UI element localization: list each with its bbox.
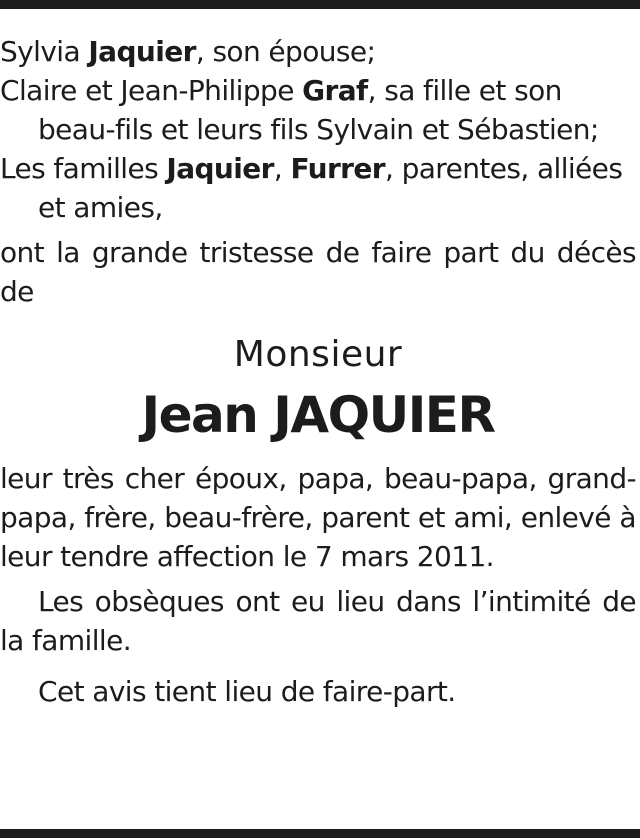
family-entry-text: Sylvia <box>0 35 89 68</box>
deceased-name: Jean JAQUIER <box>141 386 495 444</box>
intro-text: ont la grande tristesse de faire part du décès de <box>0 236 636 308</box>
family-entry-text: , sa fille et son beau-fils et leurs fils Sylvain et Sébastien; <box>38 74 599 146</box>
family-surname: Graf <box>302 74 368 107</box>
family-entry-families <box>0 149 636 227</box>
honorific: Monsieur <box>233 334 403 375</box>
family-entry-text: Les familles <box>0 152 167 185</box>
bottom-border <box>0 829 640 838</box>
death-notice <box>0 32 636 711</box>
family-entry-spouse <box>0 32 636 71</box>
family-surname: Furrer <box>290 152 385 185</box>
family-entry-text: , parentes, alliées et amies, <box>38 152 623 224</box>
closing-note: Cet avis tient lieu de faire-part. <box>38 675 456 708</box>
family-surname: Jaquier <box>166 152 274 185</box>
family-entry-text: Claire et Jean-Philippe <box>0 74 303 107</box>
family-entry-daughter <box>0 71 636 149</box>
family-entry-text: , son épouse; <box>195 35 376 68</box>
funeral-note: Les obsèques ont eu lieu dans l’intimité de la famille. <box>0 585 636 657</box>
family-surname: Jaquier <box>88 35 196 68</box>
deceased-description: leur très cher époux, papa, beau-papa, grand-papa, frère, beau-frère, parent et ami, enlevé à leur tendre affection le 7 mars 2011. <box>0 462 636 573</box>
top-border <box>0 0 640 9</box>
family-entry-text: , <box>273 152 291 185</box>
